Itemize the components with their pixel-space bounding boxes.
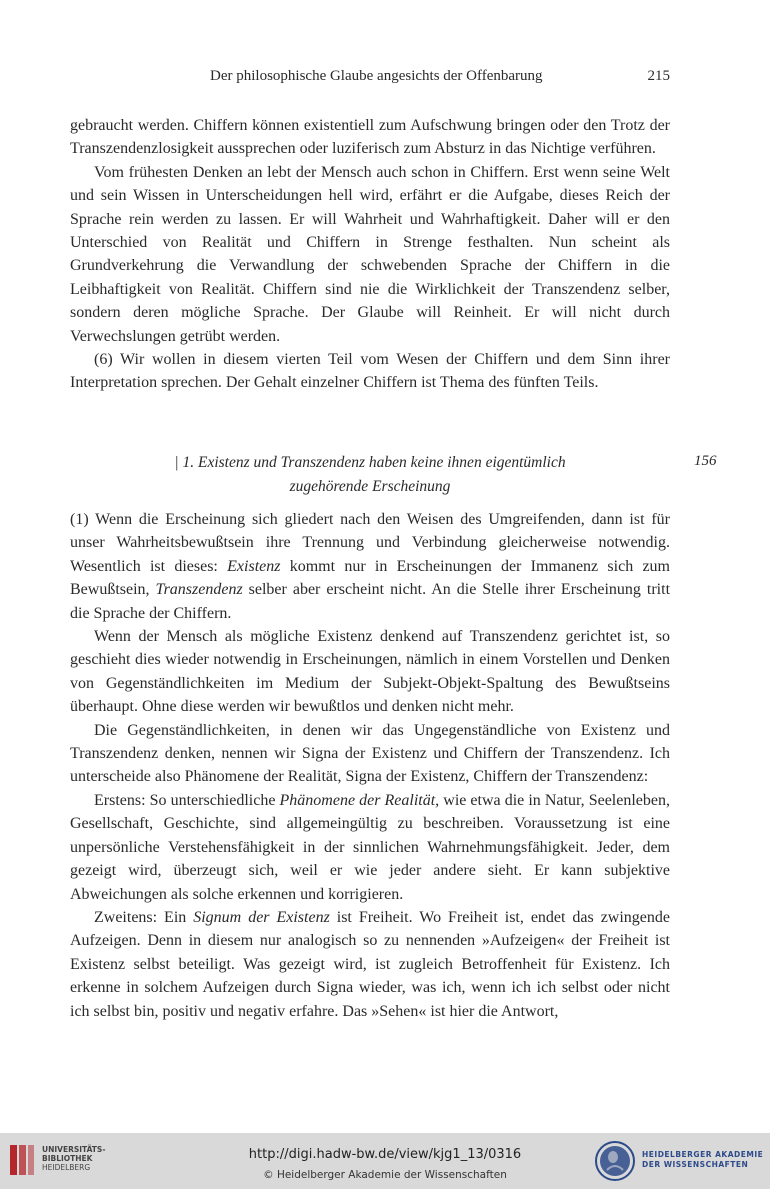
- emphasis: Existenz: [227, 557, 281, 575]
- paragraph: Die Gegenständlichkeiten, in denen wir das Ungegenständliche von Existenz und Transzendenz denken, nennen wir Signa der Existenz und Chiffern der Transzendenz. Ich unterscheide also Phänomene der Realität, Signa der Existenz, Chiffern der Transzendenz:: [70, 721, 670, 786]
- margin-page-reference: 156: [694, 453, 717, 469]
- academy-seal-logo-icon[interactable]: [594, 1140, 636, 1182]
- text-run: Erstens: So unterschiedliche: [94, 791, 280, 809]
- page-number: 215: [647, 68, 670, 84]
- text-run: (1) Wenn die Erscheinung sich gliedert nach den Weisen des Umgreifenden, dann ist für unser Wahrheitsbewußtsein ihre Trennung und Verbindung gleicherweise notwendig. Wesentlich ist dieses:: [70, 511, 670, 575]
- paragraph: Wenn der Mensch als mögliche Existenz denkend auf Transzendenz gerichtet ist, so geschieht dies wieder notwendig in Erscheinungen, nämlich in einem Vorstellen und Denken von Gegenständlichkeiten im Medium der Subjekt-Objekt-Spaltung des Bewußtseins überhaupt. Ohne diese werden wir bewußtlos und denken nicht mehr.: [70, 628, 670, 716]
- text-run: Zweitens: Ein: [94, 908, 194, 926]
- academy-name-line: HEIDELBERGER AKADEMIE: [642, 1150, 764, 1159]
- page-header: [70, 68, 670, 92]
- emphasis: Transzendenz: [155, 581, 243, 599]
- text-run: kommt nur in Erscheinungen der Immanenz sich zum Bewußtsein,: [70, 557, 670, 599]
- paragraph: [70, 906, 670, 1023]
- emphasis: Signum der Existenz: [193, 908, 330, 926]
- library-name-line: BIBLIOTHEK: [42, 1154, 93, 1163]
- paragraph: (6) Wir wollen in diesem vierten Teil vom Wesen der Chiffern und dem Sinn ihrer Interpretation sprechen. Der Gehalt einzelner Chiffern ist Thema des fünften Teils.: [70, 351, 670, 392]
- paragraph: gebraucht werden. Chiffern können existentiell zum Aufschwung bringen oder den Trotz der Transzendenzlosigkeit aussprechen oder luziferisch zum Absturz in das Nichtige verführen.: [70, 117, 670, 158]
- academy-name: [642, 1150, 763, 1170]
- library-name-line: UNIVERSITÄTS-: [42, 1145, 106, 1154]
- library-city: HEIDELBERG: [42, 1163, 91, 1172]
- permalink-url[interactable]: http://digi.hadw-bw.de/view/kjg1_13/0316: [248, 1147, 522, 1162]
- running-title: Der philosophische Glaube angesichts der Offenbarung: [210, 68, 543, 84]
- text-block-intro: [70, 114, 670, 395]
- academy-name-line: DER WISSENSCHAFTEN: [642, 1160, 749, 1169]
- copyright-notice: © Heidelberger Akademie der Wissenschaften: [263, 1169, 507, 1181]
- text-block-section: [70, 508, 670, 1023]
- paragraph: [70, 508, 670, 625]
- emphasis: Phänomene der Realität,: [279, 791, 440, 809]
- section-heading: [70, 451, 670, 499]
- text-run: wie etwa die in Natur, Seelenleben, Gesellschaft, Geschichte, sind allgemeingültig zu beschreiben. Voraussetzung ist eine unpersönliche Verstehensfähigkeit in der sinnlichen Wahrnehmungsfähigkeit. Jeder, dem gezeigt wird, überzeugt sich, weil er wie jeder andere sieht. Er kann subjektive Abweichungen als solche erkennen und korrigieren.: [70, 791, 671, 903]
- paragraph: [70, 789, 670, 906]
- section-heading-line: zugehörende Erscheinung: [289, 478, 451, 495]
- footer-bar: [0, 1133, 770, 1189]
- section-heading-line: | 1. Existenz und Transzendenz haben keine ihnen eigentümlich: [174, 454, 566, 471]
- text-run: ist Freiheit. Wo Freiheit ist, endet das zwingende Aufzeigen. Denn in diesem nur analogisch so zu nennenden »Aufzeigen« der Freiheit ist Existenz selbst beteiligt. Was gezeigt wird, ist zugleich Betroffenheit für Existenz. Ich erkenne in solchem Aufzeigen durch Signa wieder, was ich, wenn ich ich selbst oder nicht ich selbst bin, positiv und negativ erfahre. Das »Sehen« ist hier die Antwort,: [70, 908, 671, 1020]
- text-run: selber aber erscheint nicht. An die Stelle ihrer Erscheinung tritt die Sprache der Chiffern.: [70, 581, 671, 622]
- paragraph: Vom frühesten Denken an lebt der Mensch auch schon in Chiffern. Erst wenn seine Welt und sein Wissen in Unterscheidungen hell wird, erfährt er die Aufgabe, dieses Reich der Sprache rein werden zu lassen. Er will Wahrheit und Wahrhaftigkeit. Daher will er den Unterschied von Realität und Chiffern in Strenge festhalten. Nun scheint als Grundverkehrung die Verwandlung der schwebenden Sprache der Chiffern in die Leibhaftigkeit von Realität. Chiffern sind nie die Wirklichkeit der Transzendenz selber, sondern deren mögliche Sprache. Der Glaube will Reinheit. Er will nicht durch Verwechslungen getrübt werden.: [70, 163, 670, 345]
